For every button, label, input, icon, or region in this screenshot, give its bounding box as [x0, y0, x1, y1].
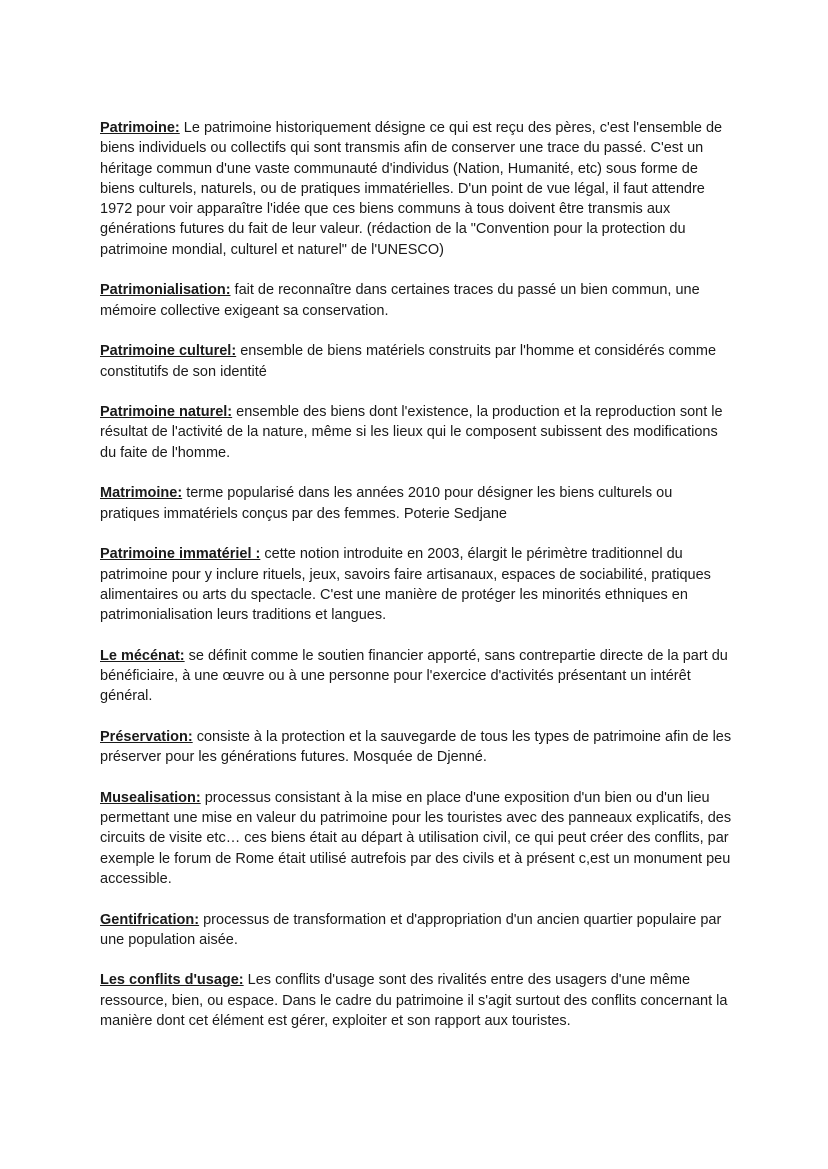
definition-mecenat — [100, 646, 732, 707]
definition-matrimoine — [100, 483, 732, 524]
definition-text: terme popularisé dans les années 2010 pour désigner les biens culturels ou pratiques immatériels conçus par des femmes. Poterie Sedjane — [100, 485, 673, 522]
definition-text: Le patrimoine historiquement désigne ce qui est reçu des pères, c'est l'ensemble de biens individuels ou collectifs qui sont transmis afin de conserver une trace du passé. C'est un héritage commun d'une vaste communauté d'individus (Nation, Humanité, etc) sous forme de biens culturels, naturels, ou de pratiques immatérielles. D'un point de vue légal, il faut attendre 1972 pour voir apparaître l'idée que ces biens communs à tous doivent être transmis aux générations futures du fait de leur valeur. (rédaction de la "Convention pour la protection du patrimoine mondial, culturel et naturel" de l'UNESCO) — [100, 120, 723, 258]
definition-text: processus de transformation et d'appropriation d'un ancien quartier populaire par une population aisée. — [100, 911, 722, 948]
definition-patrimoine-naturel — [100, 402, 732, 463]
definition-text: ensemble des biens dont l'existence, la production et la reproduction sont le résultat de l'activité de la nature, même si les lieux qui le composent subissent des modifications du faite de l'homme. — [100, 404, 723, 461]
definition-preservation — [100, 727, 732, 768]
definition-musealisation — [100, 788, 732, 889]
term-label: Patrimoine culturel: — [100, 343, 237, 360]
term-label: Patrimoine: — [100, 120, 180, 136]
definition-patrimoine-immateriel — [100, 544, 732, 625]
definition-patrimoine-culturel — [100, 341, 732, 382]
definition-text: fait de reconnaître dans certaines traces du passé un bien commun, une mémoire collective exigeant sa conservation. — [100, 282, 700, 319]
definition-text: se définit comme le soutien financier apporté, sans contrepartie directe de la part du bénéficiaire, à une œuvre ou à une personne pour l'exercice d'activités présentant un intérêt général. — [100, 647, 728, 705]
definition-gentrification — [100, 910, 732, 951]
definition-text: processus consistant à la mise en place d'une exposition d'un bien ou d'un lieu permettant une mise en valeur du patrimoine pour les touristes avec des panneaux explicatifs, des circuits de visite etc… ces biens était au départ à utilisation civil, ce qui peut créer des conflits, par exemple le forum de Rome était utilisé autrefois par des civils et à présent c,est un monument peu accessible. — [100, 789, 732, 887]
definition-text: cette notion introduite en 2003, élargit le périmètre traditionnel du patrimoine pour y inclure rituels, jeux, savoirs faire artisanaux, espaces de sociabilité, pratiques alimentaires ou arts du spectacle. C'est une manière de protéger les minorités ethniques en patrimonialisation leurs traditions et langues. — [100, 546, 711, 624]
definition-text: ensemble de biens matériels construits par l'homme et considérés comme constitutifs de son identité — [100, 343, 717, 380]
term-label: Musealisation: — [100, 789, 201, 806]
term-label: Patrimoine immatériel : — [100, 546, 261, 563]
document-body — [100, 118, 732, 1052]
definition-patrimoine — [100, 118, 732, 260]
definition-conflits-usage — [100, 970, 732, 1031]
definition-patrimonialisation — [100, 280, 732, 321]
term-label: Préservation: — [100, 728, 193, 745]
term-label: Gentifrication: — [100, 911, 200, 928]
term-label: Patrimonialisation: — [100, 282, 231, 299]
term-label: Patrimoine naturel: — [100, 404, 233, 421]
term-label: Les conflits d'usage: — [100, 972, 244, 989]
term-label: Matrimoine: — [100, 485, 183, 502]
term-label: Le mécénat: — [100, 647, 185, 664]
definition-text: Les conflits d'usage sont des rivalités entre des usagers d'une même ressource, bien, ou espace. Dans le cadre du patrimoine il s'agit surtout des conflits concernant la manière dont cet élément est gérer, exploiter et son rapport aux touristes. — [100, 972, 728, 1030]
definition-text: consiste à la protection et la sauvegarde de tous les types de patrimoine afin de les préserver pour les générations futures. Mosquée de Djenné. — [100, 728, 732, 766]
